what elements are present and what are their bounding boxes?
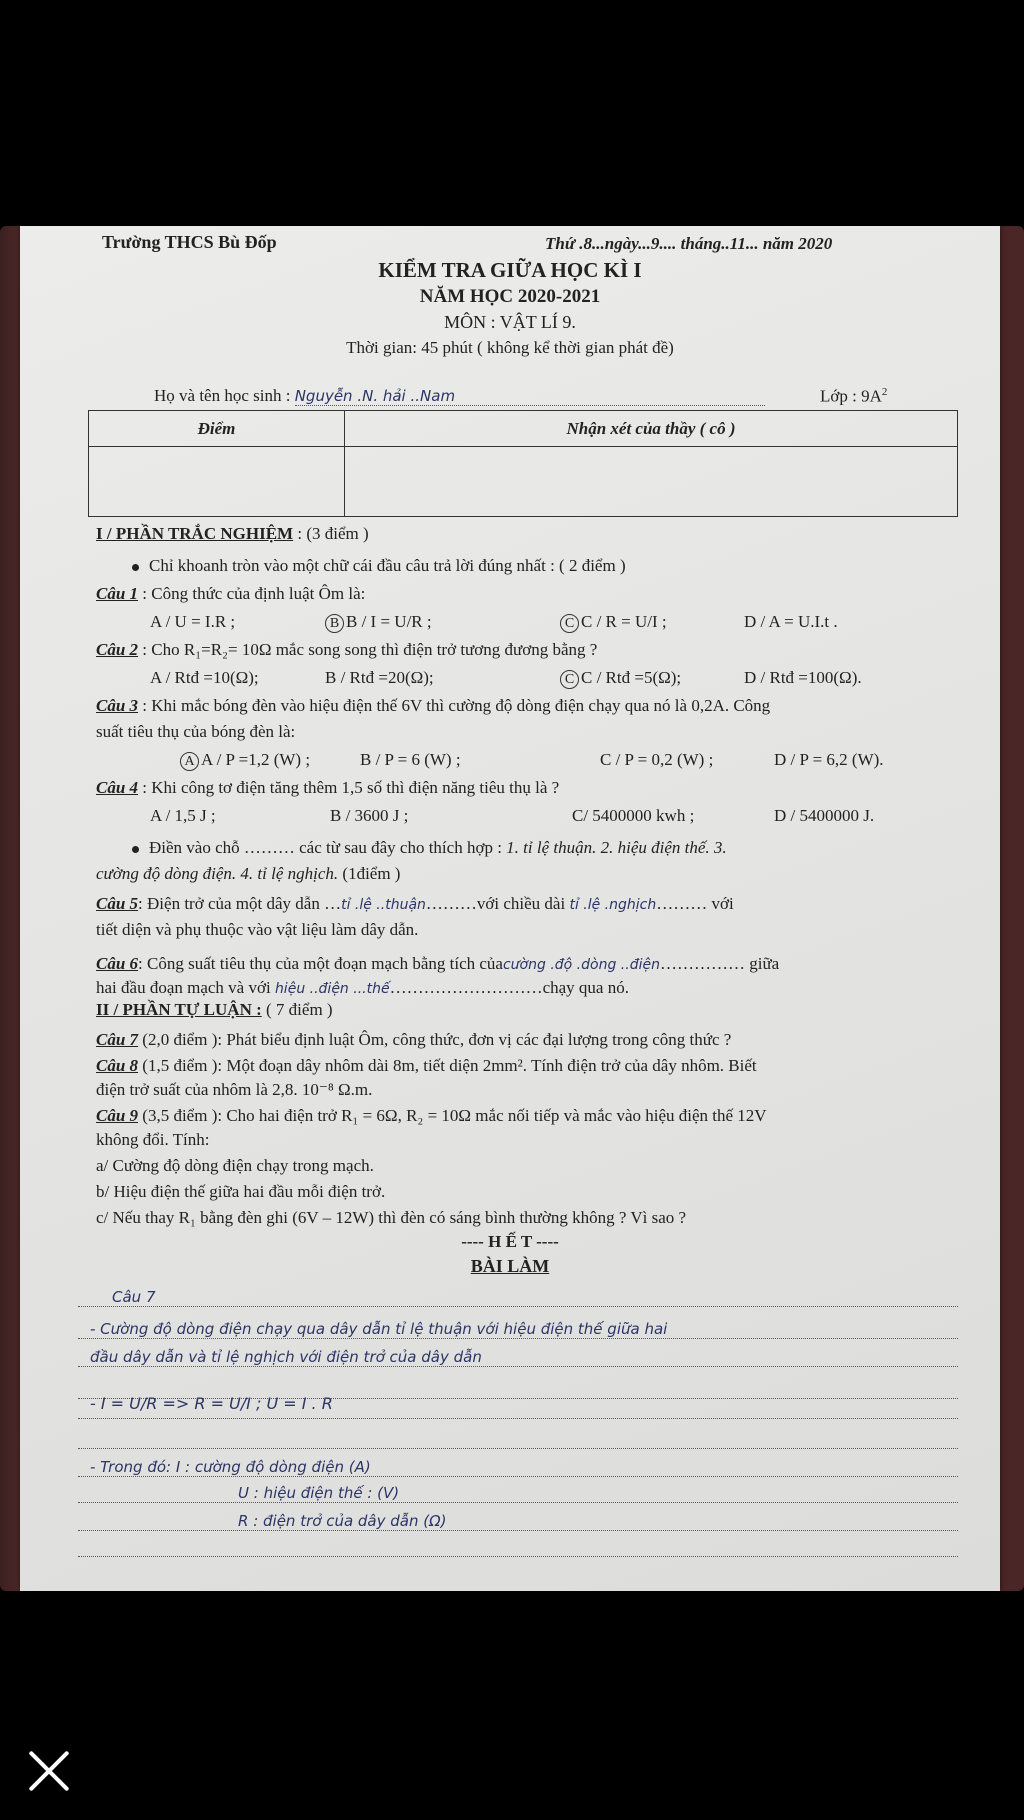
grade-table	[88, 410, 958, 517]
q6-answer-2: hiệu ..điện ...thế	[274, 981, 390, 997]
answer-line: Câu 7	[112, 1288, 156, 1306]
q5-text-2: tiết diện và phụ thuộc vào vật liệu làm dây dẫn.	[96, 920, 419, 939]
q3-label: Câu 3	[96, 696, 139, 715]
school-name: Trường THCS Bù Đốp	[102, 232, 277, 252]
q5-label: Câu 5	[96, 894, 139, 913]
q4-option-a: A / 1,5 J ;	[150, 806, 216, 825]
q7-label: Câu 7	[96, 1030, 139, 1049]
part2-title: II / PHẦN TỰ LUẬN :	[96, 1000, 262, 1019]
q2-option-d: D / Rtđ =100(Ω).	[744, 668, 862, 687]
q3-option-d: D / P = 6,2 (W).	[774, 750, 884, 769]
answer-circle-icon: C	[560, 670, 579, 689]
ruled-line	[78, 1476, 958, 1477]
q1-question: : Công thức của định luật Ôm là:	[142, 584, 366, 603]
q2-option-a: A / Rtđ =10(Ω);	[150, 668, 259, 687]
close-icon[interactable]	[26, 1748, 72, 1794]
fill-instruction-row	[132, 838, 727, 858]
answer-line: - Trong đó: I : cường độ dòng điện (A)	[90, 1458, 371, 1476]
q2-question: : Cho R₁=R₂= 10Ω mắc song song thì điện trở tương đương bằng ?	[142, 640, 598, 659]
q3-text	[96, 696, 770, 716]
q4-text	[96, 778, 559, 798]
q2-option-c	[560, 668, 681, 689]
q5-answer-1: tỉ .lệ ..thuận	[341, 897, 426, 913]
q3-option-c: C / P = 0,2 (W) ;	[600, 750, 714, 769]
q7-text	[96, 1030, 731, 1050]
q5-text-a: : Điện trở của một dây dẫn …	[138, 894, 342, 913]
q9-question: (3,5 điểm ): Cho hai điện trở R₁ = 6Ω, R₂ = 10Ω mắc nối tiếp và mắc vào hiệu điện thế 12V	[142, 1106, 767, 1125]
grade-header-comment: Nhận xét của thầy ( cô )	[345, 411, 958, 447]
q4-option-d: D / 5400000 J.	[774, 806, 875, 825]
grade-comment-cell	[345, 447, 958, 517]
part1-title: I / PHẦN TRẮC NGHIỆM	[96, 524, 294, 543]
q6-text-b: …………… giữa	[659, 954, 780, 973]
answer-line: đầu dây dẫn và tỉ lệ nghịch với điện trở của dây dẫn	[90, 1348, 482, 1366]
student-name-value: Nguyễn .N. hải ..Nam	[295, 387, 765, 406]
duration: Thời gian: 45 phút ( không kể thời gian phát đề)	[346, 338, 674, 357]
q8-question: (1,5 điểm ): Một đoạn dây nhôm dài 8m, tiết diện 2mm². Tính điện trở của dây nhôm. Biết	[142, 1056, 757, 1075]
ruled-line	[78, 1448, 958, 1449]
q3-option-b: B / P = 6 (W) ;	[360, 750, 461, 769]
q5-text-b: ………với chiều dài	[425, 894, 566, 913]
end-marker: ---- H Ế T ----	[461, 1232, 559, 1251]
exam-paper	[20, 226, 1000, 1591]
q1-option-d: D / A = U.I.t .	[744, 612, 838, 631]
class-label: Lớp : 9A	[820, 386, 882, 406]
q4-question: : Khi công tơ điện tăng thêm 1,5 số thì điện năng tiêu thụ là ?	[142, 778, 560, 797]
q3-text-2: suất tiêu thụ của bóng đèn là:	[96, 722, 296, 741]
part1-heading	[96, 524, 369, 544]
ruled-line	[78, 1306, 958, 1307]
q8-label: Câu 8	[96, 1056, 139, 1075]
fill-words-row-2	[96, 864, 400, 884]
part2-points: ( 7 điểm )	[266, 1000, 333, 1019]
q5-text	[96, 894, 734, 914]
bullet-icon	[132, 846, 139, 853]
q6-text-2	[96, 978, 629, 998]
answer-title: BÀI LÀM	[470, 1256, 550, 1276]
q1-option-c-text: C / R = U/I ;	[581, 612, 667, 631]
q9-part-c: c/ Nếu thay R₁ bằng đèn ghi (6V – 12W) thì đèn có sáng bình thường không ? Vì sao ?	[96, 1208, 687, 1227]
q2-option-c-text: C / Rtđ =5(Ω);	[581, 668, 682, 687]
part2-heading	[96, 1000, 333, 1020]
q4-option-b: B / 3600 J ;	[330, 806, 409, 825]
ruled-line	[78, 1556, 958, 1557]
part1-instruction	[132, 556, 626, 576]
answer-line: R : điện trở của dây dẫn (Ω)	[238, 1512, 447, 1530]
fill-points: (1điểm )	[342, 864, 401, 883]
answer-line: - Cường độ dòng điện chạy qua dây dẫn tỉ lệ thuận với hiệu điện thế giữa hai	[90, 1320, 668, 1338]
class-field	[820, 386, 887, 407]
q9-part-a: a/ Cường độ dòng điện chạy trong mạch.	[96, 1156, 374, 1175]
q6-text2-b: ………………………chạy qua nó.	[389, 978, 629, 997]
q8-text-2: điện trở suất của nhôm là 2,8. 10⁻⁸ Ω.m.	[96, 1080, 373, 1099]
q6-text-a: : Công suất tiêu thụ của một đoạn mạch bằng tích của	[138, 954, 503, 973]
q2-label: Câu 2	[96, 640, 139, 659]
q3-question: : Khi mắc bóng đèn vào hiệu điện thế 6V thì cường độ dòng điện chạy qua nó là 0,2A. Công	[142, 696, 771, 715]
answer-line: - I = U/R => R = U/I ; U = I . R	[90, 1394, 333, 1413]
q1-option-b-text: B / I = U/R ;	[346, 612, 432, 631]
q6-label: Câu 6	[96, 954, 139, 973]
ruled-line	[78, 1338, 958, 1339]
student-name-label: Họ và tên học sinh :	[154, 386, 291, 405]
q1-option-b	[325, 612, 432, 633]
q6-text	[96, 954, 779, 974]
school-year: NĂM HỌC 2020-2021	[419, 286, 601, 307]
grade-header-score: Điểm	[89, 411, 345, 447]
q5-answer-2: tỉ .lệ .nghịch	[569, 897, 657, 913]
q9-label: Câu 9	[96, 1106, 139, 1125]
ruled-line	[78, 1502, 958, 1503]
q2-text	[96, 640, 597, 660]
q3-option-a	[180, 750, 310, 771]
q6-text2-a: hai đầu đoạn mạch và với	[96, 978, 271, 997]
answer-circle-icon: A	[180, 752, 199, 771]
q1-option-a: A / U = I.R ;	[150, 612, 236, 631]
q5-text-c: ……… với	[656, 894, 734, 913]
fill-words-2: cường độ dòng điện. 4. tỉ lệ nghịch.	[96, 864, 339, 883]
ruled-line	[78, 1530, 958, 1531]
bullet-icon	[132, 564, 139, 571]
fill-words: 1. tỉ lệ thuận. 2. hiệu điện thế. 3.	[506, 838, 727, 857]
subject: MÔN : VẬT LÍ 9.	[444, 312, 576, 332]
exam-date: Thứ .8...ngày...9.... tháng..11... năm 2020	[545, 234, 833, 253]
grade-score-cell	[89, 447, 345, 517]
instruction-text: Chỉ khoanh tròn vào một chữ cái đầu câu trả lời đúng nhất : ( 2 điểm )	[149, 556, 626, 575]
q3-option-a-text: A / P =1,2 (W) ;	[201, 750, 311, 769]
q2-option-b: B / Rtđ =20(Ω);	[325, 668, 434, 687]
q1-label: Câu 1	[96, 584, 139, 603]
q9-text-2: không đổi. Tính:	[96, 1130, 210, 1149]
q4-option-c: C/ 5400000 kwh ;	[572, 806, 695, 825]
fill-instruction: Điền vào chỗ ……… các từ sau đây cho thích hợp :	[149, 838, 502, 857]
q9-text	[96, 1106, 767, 1126]
ruled-line	[78, 1418, 958, 1419]
q8-text	[96, 1056, 757, 1076]
part1-points: : (3 điểm )	[297, 524, 369, 543]
q1-text	[96, 584, 365, 604]
answer-line: U : hiệu điện thế : (V)	[238, 1484, 400, 1502]
q1-option-c	[560, 612, 667, 633]
q9-part-b: b/ Hiệu điện thế giữa hai đầu mỗi điện trở.	[96, 1182, 386, 1201]
q6-answer-1: cường .độ .dòng ..điện	[502, 957, 660, 973]
student-name-row	[154, 386, 765, 406]
q7-question: (2,0 điểm ): Phát biểu định luật Ôm, công thức, đơn vị các đại lượng trong công thức ?	[142, 1030, 732, 1049]
q4-label: Câu 4	[96, 778, 139, 797]
class-sup: 2	[881, 386, 888, 398]
ruled-line	[78, 1366, 958, 1367]
answer-circle-icon: B	[325, 614, 344, 633]
exam-title: KIỂM TRA GIỮA HỌC KÌ I	[378, 258, 642, 282]
answer-circle-icon: C	[560, 614, 579, 633]
